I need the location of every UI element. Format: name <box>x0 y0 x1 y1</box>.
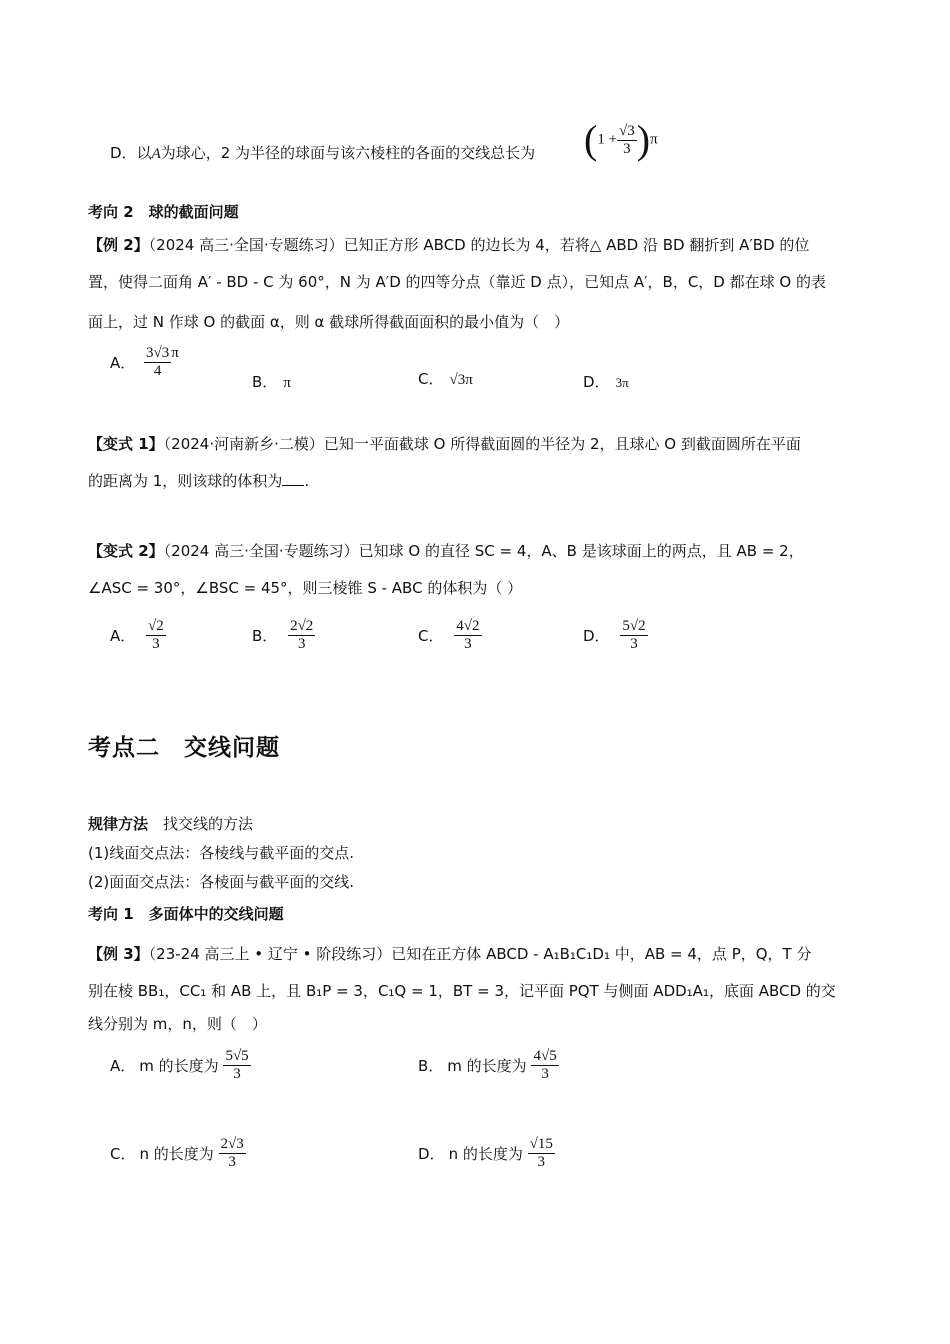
fraction <box>223 1048 250 1083</box>
example2-option-a <box>110 345 179 380</box>
method-heading: 规律方法 <box>88 815 164 833</box>
variant2-option-b <box>252 618 315 653</box>
option-text: n 的长度为 <box>139 1145 214 1163</box>
numerator: 3√3 <box>146 345 170 361</box>
variant-tag: 【变式 1】 <box>88 435 164 453</box>
one-plus: 1 + <box>597 131 618 148</box>
method-item-2: (2)面面交点法：各棱面与截平面的交线. <box>88 873 355 891</box>
variant-tag: 【变式 2】 <box>88 542 164 560</box>
example-tag: 【例 3】 <box>88 945 149 963</box>
fraction <box>288 618 315 653</box>
denominator: 3 <box>464 636 472 652</box>
example3-option-d <box>418 1136 555 1171</box>
paren-left: ( <box>584 117 598 162</box>
option-label: A． <box>110 1057 136 1075</box>
example3-line3: 线分别为 m，n，则（ ） <box>88 1015 267 1033</box>
option-text: m 的长度为 <box>139 1057 219 1075</box>
option-text: n 的长度为 <box>448 1145 523 1163</box>
variant-text: 的距离为 1，则该球的体积为 <box>88 472 283 490</box>
period: . <box>304 472 310 490</box>
fraction <box>144 345 171 380</box>
option-label: D． <box>583 627 610 645</box>
denominator: 3 <box>541 1066 549 1082</box>
denominator: 3 <box>233 1066 241 1082</box>
numerator: 5√2 <box>622 618 646 634</box>
fraction <box>617 123 637 158</box>
fraction <box>620 618 647 653</box>
example2-option-b <box>252 371 291 392</box>
variant-text: （2024·河南新乡·二模）已知一平面截球 O 所得截面圆的半径为 2，且球心 O 到截面圆所在平面 <box>163 435 801 453</box>
method-item-1: (1)线面交点法：各棱线与截平面的交点. <box>88 844 355 862</box>
example3-line1 <box>88 943 811 965</box>
option-label: A． <box>110 627 136 645</box>
example-text: （2024 高三·全国·专题练习）已知正方形 ABCD 的边长为 4，若将△ ABD 沿 BD 翻折到 A′BD 的位 <box>148 236 810 254</box>
fraction <box>454 618 481 653</box>
denominator: 3 <box>228 1154 236 1170</box>
paren-right: ) <box>636 117 651 162</box>
answer-blank[interactable] <box>282 471 304 486</box>
variant2-option-a <box>110 618 166 653</box>
option-text: 以 <box>136 144 152 162</box>
variant2-line1 <box>88 540 804 562</box>
math-var: A <box>151 146 161 162</box>
pi-symbol: π <box>171 345 179 361</box>
fraction <box>528 1136 555 1171</box>
section-title-kaodian2: 考点二 交线问题 <box>88 735 280 761</box>
option-label: A． <box>110 354 136 372</box>
example2-line1 <box>88 234 809 256</box>
option-label: D． <box>110 144 137 162</box>
denominator: 4 <box>153 363 162 379</box>
fraction <box>531 1048 558 1083</box>
option-text: 为球心，2 为半径的球面与该六棱柱的各面的交线总长为 <box>160 144 536 162</box>
denominator: 3 <box>623 140 631 157</box>
prev-option-d <box>110 142 535 165</box>
example2-option-c <box>418 368 473 389</box>
option-value: 3π <box>615 375 629 390</box>
option-label: C． <box>110 1145 136 1163</box>
example2-line2: 置，使得二面角 A′ - BD - C 为 60°，N 为 A′D 的四等分点（靠近 D 点），已知点 A′，B，C，D 都在球 O 的表 <box>88 273 826 291</box>
option-value: √3π <box>449 372 473 388</box>
variant2-option-d <box>583 618 648 653</box>
numerator: 5√5 <box>225 1048 249 1064</box>
method-subheading: 找交线的方法 <box>163 815 254 833</box>
denominator: 3 <box>537 1154 545 1170</box>
option-text: m 的长度为 <box>447 1057 527 1075</box>
denominator: 3 <box>630 636 638 652</box>
section-heading-kaoxiang1: 考向 1 多面体中的交线问题 <box>88 905 284 923</box>
option-label: B． <box>252 373 278 391</box>
option-label: D． <box>418 1145 445 1163</box>
numerator: √2 <box>148 618 164 634</box>
numerator: 4√5 <box>533 1048 557 1064</box>
numerator: √15 <box>529 1136 553 1152</box>
denominator: 3 <box>152 636 160 652</box>
denominator: 3 <box>297 636 306 652</box>
example3-option-c <box>110 1136 246 1171</box>
option-label: D． <box>583 373 610 391</box>
variant2-option-c <box>418 618 482 653</box>
option-label: B． <box>252 627 278 645</box>
option-value: π <box>283 375 291 391</box>
example2-line3: 面上，过 N 作球 O 的截面 α，则 α 截球所得截面面积的最小值为（ ） <box>88 313 570 331</box>
option-label: B． <box>418 1057 444 1075</box>
method-title <box>88 813 253 835</box>
variant1-line2 <box>88 470 309 492</box>
numerator: 4√2 <box>456 618 480 634</box>
numerator: 2√3 <box>220 1136 244 1152</box>
pi-symbol: π <box>650 131 658 148</box>
section-heading-kaoxiang2: 考向 2 球的截面问题 <box>88 203 239 221</box>
example3-option-a <box>110 1048 251 1083</box>
example2-option-d <box>583 371 629 392</box>
prev-option-d-expression <box>584 118 658 168</box>
example-tag: 【例 2】 <box>88 236 149 254</box>
numerator: √3 <box>619 122 635 139</box>
example3-line2: 别在棱 BB₁，CC₁ 和 AB 上，且 B₁P = 3，C₁Q = 1，BT = 3，记平面 PQT 与侧面 ADD₁A₁，底面 ABCD 的交 <box>88 982 836 1000</box>
fraction <box>146 618 166 653</box>
example-text: （23-24 高三上 • 辽宁 • 阶段练习）已知在正方体 ABCD - A₁B₁C₁D₁ 中，AB = 4，点 P，Q，T 分 <box>148 945 812 963</box>
fraction <box>219 1136 246 1171</box>
option-label: C． <box>418 627 444 645</box>
example3-option-b <box>418 1048 559 1083</box>
numerator: 2√2 <box>290 618 314 634</box>
variant1-line1 <box>88 433 801 455</box>
option-label: C． <box>418 370 444 388</box>
variant-text: （2024 高三·全国·专题练习）已知球 O 的直径 SC = 4，A、B 是该球面上的两点，且 AB = 2， <box>163 542 804 560</box>
variant2-line2: ∠ASC = 30°，∠BSC = 45°，则三棱锥 S - ABC 的体积为（ ） <box>88 579 523 597</box>
